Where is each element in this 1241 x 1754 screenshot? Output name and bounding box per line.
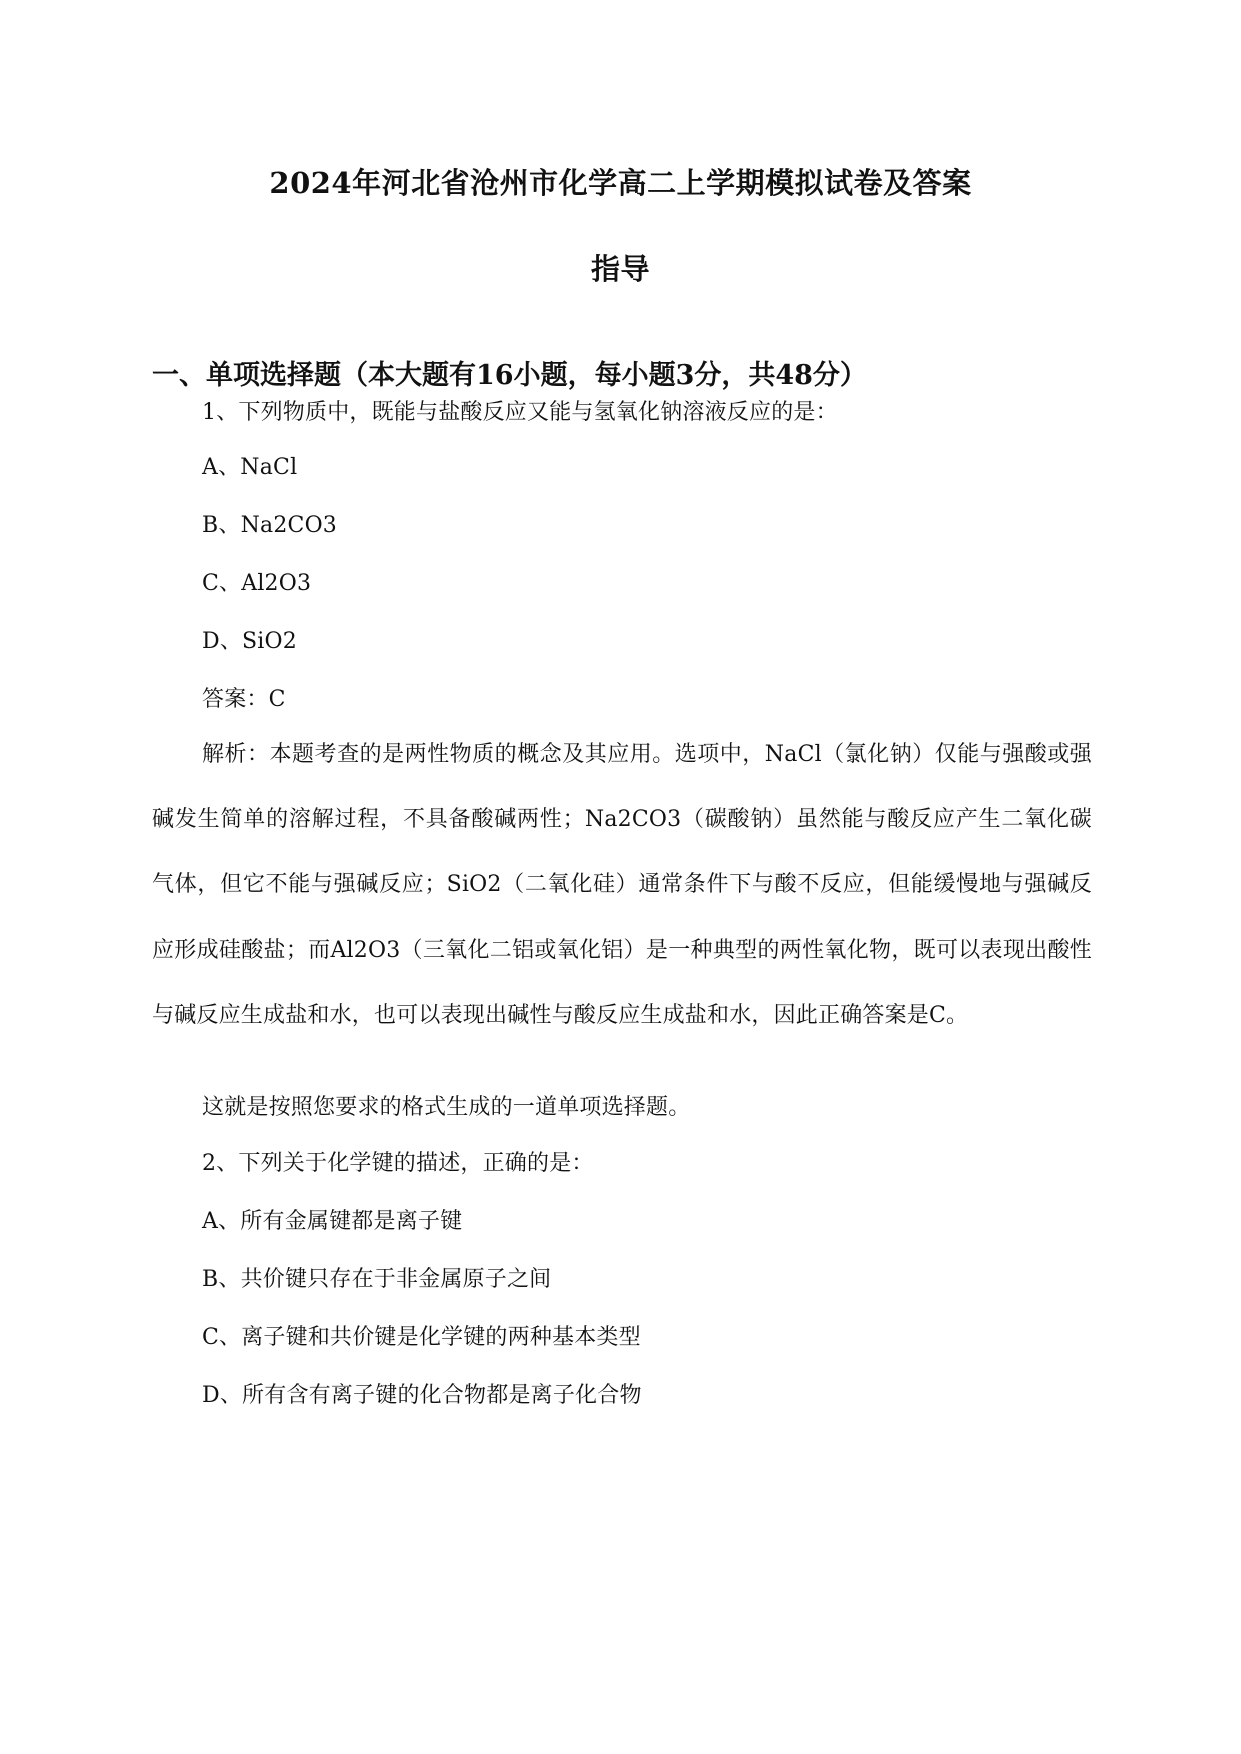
question-1-note: 这就是按照您要求的格式生成的一道单项选择题。	[202, 1095, 691, 1120]
question-2-option-c: C、离子键和共价键是化学键的两种基本类型	[202, 1325, 641, 1350]
question-1-option-b: B、Na2CO3	[202, 513, 337, 538]
question-1-option-a: A、NaCl	[202, 455, 298, 480]
section-heading: 一、单项选择题（本大题有16小题，每小题3分，共48分）	[152, 360, 867, 391]
question-1-option-c: C、Al2O3	[202, 571, 312, 596]
document-title-line-2: 指导	[590, 252, 650, 286]
question-2-option-a: A、所有金属键都是离子键	[202, 1209, 463, 1234]
question-2-option-d: D、所有含有离子键的化合物都是离子化合物	[202, 1383, 642, 1408]
question-1-answer: 答案：C	[202, 687, 286, 712]
question-2-option-b: B、共价键只存在于非金属原子之间	[202, 1267, 552, 1292]
question-1-stem: 1、下列物质中，既能与盐酸反应又能与氢氧化钠溶液反应的是：	[202, 400, 838, 425]
question-1-analysis: 解析：本题考查的是两性物质的概念及其应用。选项中，NaCl（氯化钠）仅能与强酸或强碱发生简单的溶解过程，不具备酸碱两性；Na2CO3（碳酸钠）虽然能与酸反应产生二氧化碳气体，但它不能与强碱反应；SiO2（二氧化硅）通常条件下与酸不反应，但能缓慢地与强碱反应形成硅酸盐；而Al2O3（三氧化二铝或氧化铝）是一种典型的两性氧化物，既可以表现出酸性与碱反应生成盐和水，也可以表现出碱性与酸反应生成盐和水，因此正确答案是C。	[152, 742, 1092, 1028]
question-2-stem: 2、下列关于化学键的描述，正确的是：	[202, 1151, 594, 1176]
question-1-option-d: D、SiO2	[202, 629, 297, 654]
document-title-line-1: 2024年河北省沧州市化学高二上学期模拟试卷及答案	[269, 166, 972, 200]
